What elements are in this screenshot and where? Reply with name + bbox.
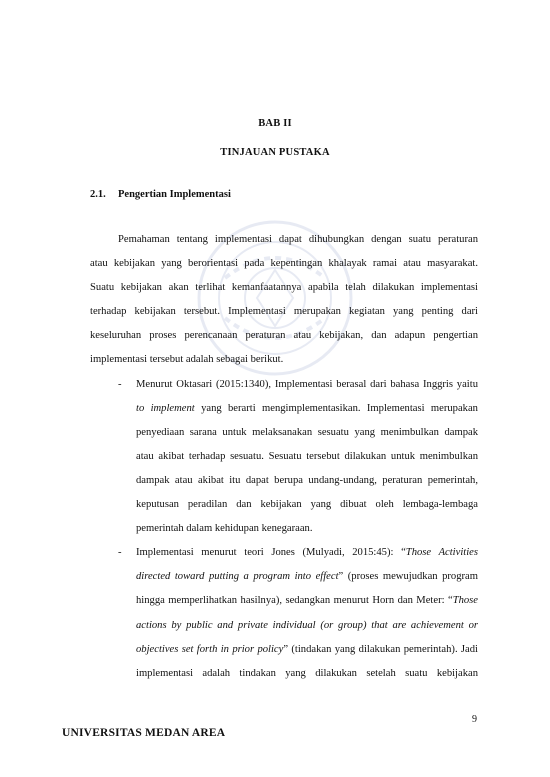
list-line: dampak atau akibat itu dapat berupa undang-undang, peraturan pemerintah, (136, 474, 478, 486)
paragraph-line: atau kebijakan yang berorientasi pada kepentingan khalayak ramai atau masyarakat. (90, 258, 478, 270)
body-text (90, 228, 478, 686)
chapter-title: TINJAUAN PUSTAKA (220, 147, 330, 158)
list-line: penyediaan sarana untuk melaksanakan sesuatu yang menimbulkan dampak (136, 426, 478, 438)
list-item (90, 541, 478, 686)
bullet-list (90, 373, 478, 686)
chapter-heading (0, 118, 550, 176)
list-item (90, 373, 478, 542)
list-line: hingga memperlihatkan hasilnya), sedangkan menurut Horn dan Meter: “Those (136, 595, 478, 607)
paragraph-line: implementasi tersebut adalah sebagai berikut. (90, 354, 284, 366)
list-item-content (136, 541, 478, 686)
paragraph-line: terhadap kebijakan tersebut. Implementasi merupakan kegiatan yang penting dari (90, 306, 478, 318)
chapter-label: BAB II (258, 118, 292, 129)
list-line: Implementasi menurut teori Jones (Mulyadi, 2015:45): “Those Activities (136, 547, 478, 559)
intro-paragraph (90, 228, 478, 373)
list-line: implementasi adalah tindakan yang dilakukan setelah suatu kebijakan (136, 667, 478, 679)
list-line: to implement yang berarti mengimplementasikan. Implementasi merupakan (136, 402, 478, 414)
list-line: Menurut Oktasari (2015:1340), Implementasi berasal dari bahasa Inggris yaitu (136, 378, 478, 390)
bullet-dash: - (118, 378, 122, 390)
list-line: actions by public and private individual (or group) that are achievement or (136, 619, 478, 631)
paragraph-line: Pemahaman tentang implementasi dapat dihubungkan dengan suatu peraturan (118, 234, 478, 245)
footer-university-name: UNIVERSITAS MEDAN AREA (62, 727, 226, 739)
section-heading (90, 189, 231, 200)
bullet-dash: - (118, 547, 122, 559)
list-line: objectives set forth in prior policy” (tindakan yang dilakukan pemerintah). Jadi (136, 643, 478, 655)
page-number: 9 (472, 714, 477, 725)
list-item-content (136, 373, 478, 542)
paragraph-line: keseluruhan proses perencanaan peraturan atau kebijakan, dan adapun pengertian (90, 330, 478, 342)
list-line: pemerintah dalam kehidupan kenegaraan. (136, 523, 313, 535)
list-line: directed toward putting a program into effect” (proses mewujudkan program (136, 571, 478, 583)
list-line: keputusan peradilan dan kebijakan yang dibuat oleh lembaga-lembaga (136, 499, 478, 511)
paragraph-line: Suatu kebijakan akan terlihat kemanfaatannya apabila telah dilakukan implementasi (90, 282, 478, 294)
section-title: Pengertian Implementasi (118, 189, 231, 200)
section-number: 2.1. (90, 189, 106, 200)
list-line: atau akibat terhadap sesuatu. Sesuatu tersebut dilakukan untuk menimbulkan (136, 450, 478, 462)
